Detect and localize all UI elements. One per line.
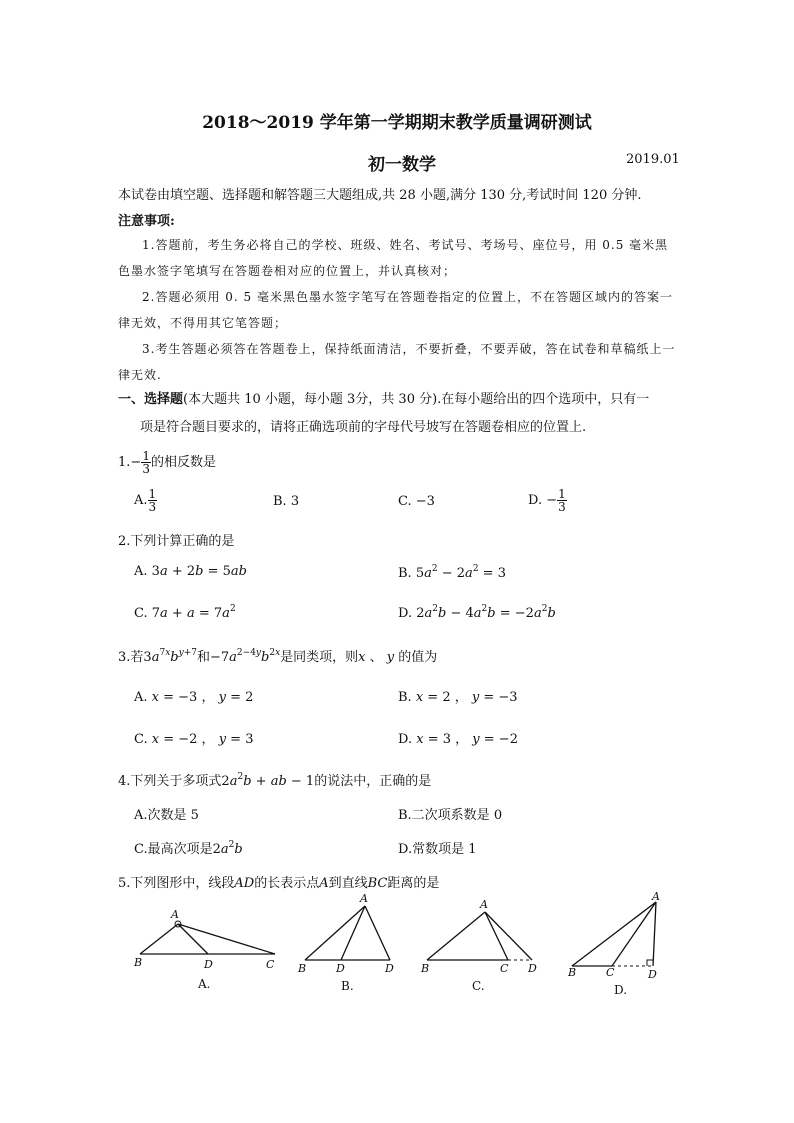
figure-caption-d: D.: [614, 983, 628, 997]
q3-option-c: C. x = −2 ， y = 3: [134, 732, 254, 747]
exam-date: 2019.01: [626, 152, 680, 167]
svg-text:D: D: [648, 968, 657, 981]
note-2: 2.答题必须用 0. 5 毫米黑色墨水签字笔写在答题卷指定的位置上，不在答题区域内的答案一律无效，不得用其它笔答题；: [118, 290, 673, 330]
note-3: 3.考生答题必须答在答题卷上，保持纸面清洁，不要折叠，不要弄破，答在试卷和草稿纸上一律无效.: [118, 342, 676, 382]
figure-caption-c: C.: [472, 979, 485, 993]
question-1-stem: 1.− $\frac{1}{3}$ 的相反数是: [118, 449, 216, 476]
q3-option-d: D. x = 3 ， y = −2: [398, 732, 518, 747]
svg-text:D: D: [528, 962, 537, 975]
svg-text:C: C: [606, 966, 615, 979]
figure-caption-b: B.: [341, 979, 354, 993]
q1-option-b: B. 3: [273, 494, 300, 509]
svg-text:A: A: [171, 908, 179, 921]
section-1-label: 一、选择题: [118, 392, 184, 407]
section-1-line1: (本大题共 10 小题，每小题 3分，共 30 分).在每小题给出的四个选项中，只有一: [183, 392, 650, 407]
svg-text:D: D: [204, 958, 213, 971]
svg-text:C: C: [266, 958, 275, 971]
subject-title: 初一数学: [368, 155, 436, 175]
svg-text:B: B: [568, 966, 577, 979]
notes-heading: 注意事项:: [118, 214, 175, 229]
q1-option-a: A. $\frac{1}{3}$: [134, 487, 157, 514]
figure-caption-a: A.: [198, 977, 211, 991]
note-1: 1.答题前，考生务必将自己的学校、班级、姓名、考试号、考场号、座位号，用 0.5 毫米黑色墨水签字笔填写在答题卷相对应的位置上，并认真核对；: [118, 238, 669, 278]
q2-option-d: D. $2a^2b - 4a^2b = -2a^2b$: [398, 604, 556, 621]
svg-text:D: D: [385, 962, 394, 975]
svg-text:A: A: [360, 892, 368, 905]
q2-option-a: A. 3a + 2b = 5ab: [134, 564, 247, 579]
question-5-stem: 5.下列图形中，线段AD的长表示点A到直线BC距离的是: [118, 876, 440, 891]
section-1-line2: 项是符合题目要求的，请将正确选项前的字母代号坡写在答题卷相应的位置上.: [140, 420, 587, 435]
figure-d: [567, 890, 660, 997]
fraction-one-third: $\frac{1}{3}$: [142, 449, 150, 476]
q4-option-c: C.最高次项是$2a^2b$: [134, 840, 243, 857]
q1-option-d: D. − $\frac{1}{3}$: [528, 487, 566, 514]
q3-option-b: B. x = 2 ， y = −3: [398, 690, 518, 705]
svg-text:C: C: [500, 962, 509, 975]
figure-a: [133, 908, 275, 991]
figure-b: [297, 892, 394, 993]
q1-option-c: C. −3: [398, 494, 435, 509]
svg-text:B: B: [298, 962, 307, 975]
svg-text:D: D: [336, 962, 345, 975]
q4-option-d: D.常数项是 1: [398, 842, 477, 857]
question-3-stem: 3.若$3a^{7x}b^{y+7}$和$-7a^{2-4y}b^{2x}$是同类项，则x 、 y 的值为: [118, 648, 438, 665]
exam-title: 2018～2019 学年第一学期期末教学质量调研测试: [202, 113, 592, 133]
q4-option-b: B.二次项系数是 0: [398, 808, 503, 823]
svg-text:B: B: [421, 962, 430, 975]
q3-option-a: A. x = −3 ， y = 2: [134, 690, 254, 705]
svg-text:A: A: [652, 890, 660, 903]
question-2-stem: 2.下列计算正确的是: [118, 534, 235, 549]
q4-option-a: A.次数是 5: [134, 808, 199, 823]
intro-text: 本试卷由填空题、选择题和解答题三大题组成,共 28 小题,满分 130 分,考试时间 120 分钟.: [118, 188, 642, 203]
q2-option-c: C. $7a + a = 7a^2$: [134, 604, 236, 621]
figure-c: [420, 898, 537, 993]
svg-text:A: A: [480, 898, 488, 911]
question-4-stem: 4.下列关于多项式$2a^2b$ + ab − 1的说法中，正确的是: [118, 772, 432, 789]
q2-option-b: B. $5a^2 - 2a^2 = 3$: [398, 564, 506, 581]
svg-text:B: B: [134, 956, 143, 969]
